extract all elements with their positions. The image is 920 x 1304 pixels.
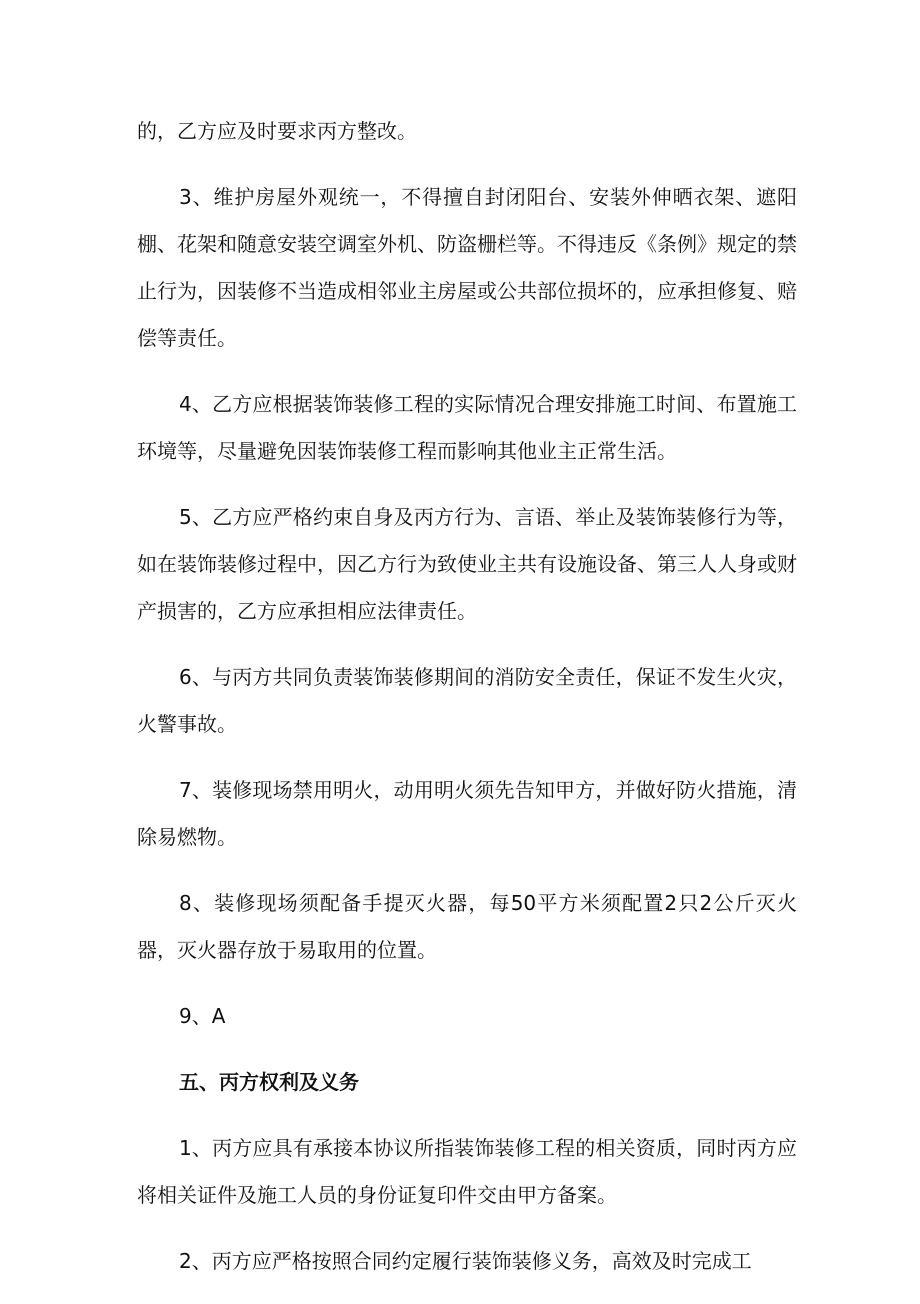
clause-6: 6、与丙方共同负责装饰装修期间的消防安全责任，保证不发生火灾，火警事故。 <box>137 665 797 736</box>
clause-7: 7、装修现场禁用明火，动用明火须先告知甲方，并做好防火措施，清除易燃物。 <box>137 778 797 849</box>
document-body <box>137 108 797 1304</box>
section-clause-2: 2、丙方应严格按照合同约定履行装饰装修义务，高效及时完成工 <box>179 1249 752 1273</box>
clause-3: 3、维护房屋外观统一，不得擅自封闭阳台、安装外伸晒衣架、遮阳棚、花架和随意安装空调室外机、防盗栅栏等。不得违反《条例》规定的禁止行为，因装修不当造成相邻业主房屋或公共部位损坏的，应承担修复、赔偿等责任。 <box>137 185 797 350</box>
clause-8: 8、装修现场须配备手提灭火器，每50平方米须配置2只2公斤灭火器，灭火器存放于易取用的位置。 <box>137 891 797 962</box>
clause-9: 9、A <box>179 1004 226 1028</box>
section-heading: 五、丙方权利及义务 <box>179 1070 359 1094</box>
paragraph-continuation: 的，乙方应及时要求丙方整改。 <box>137 119 417 143</box>
clause-4: 4、乙方应根据装饰装修工程的实际情况合理安排施工时间、布置施工环境等，尽量避免因装饰装修工程而影响其他业主正常生活。 <box>137 392 797 463</box>
clause-5: 5、乙方应严格约束自身及丙方行为、言语、举止及装饰装修行为等，如在装饰装修过程中，因乙方行为致使业主共有设施设备、第三人人身或财产损害的，乙方应承担相应法律责任。 <box>137 505 797 623</box>
section-clause-1: 1、丙方应具有承接本协议所指装饰装修工程的相关资质，同时丙方应将相关证件及施工人员的身份证复印件交由甲方备案。 <box>137 1136 797 1207</box>
